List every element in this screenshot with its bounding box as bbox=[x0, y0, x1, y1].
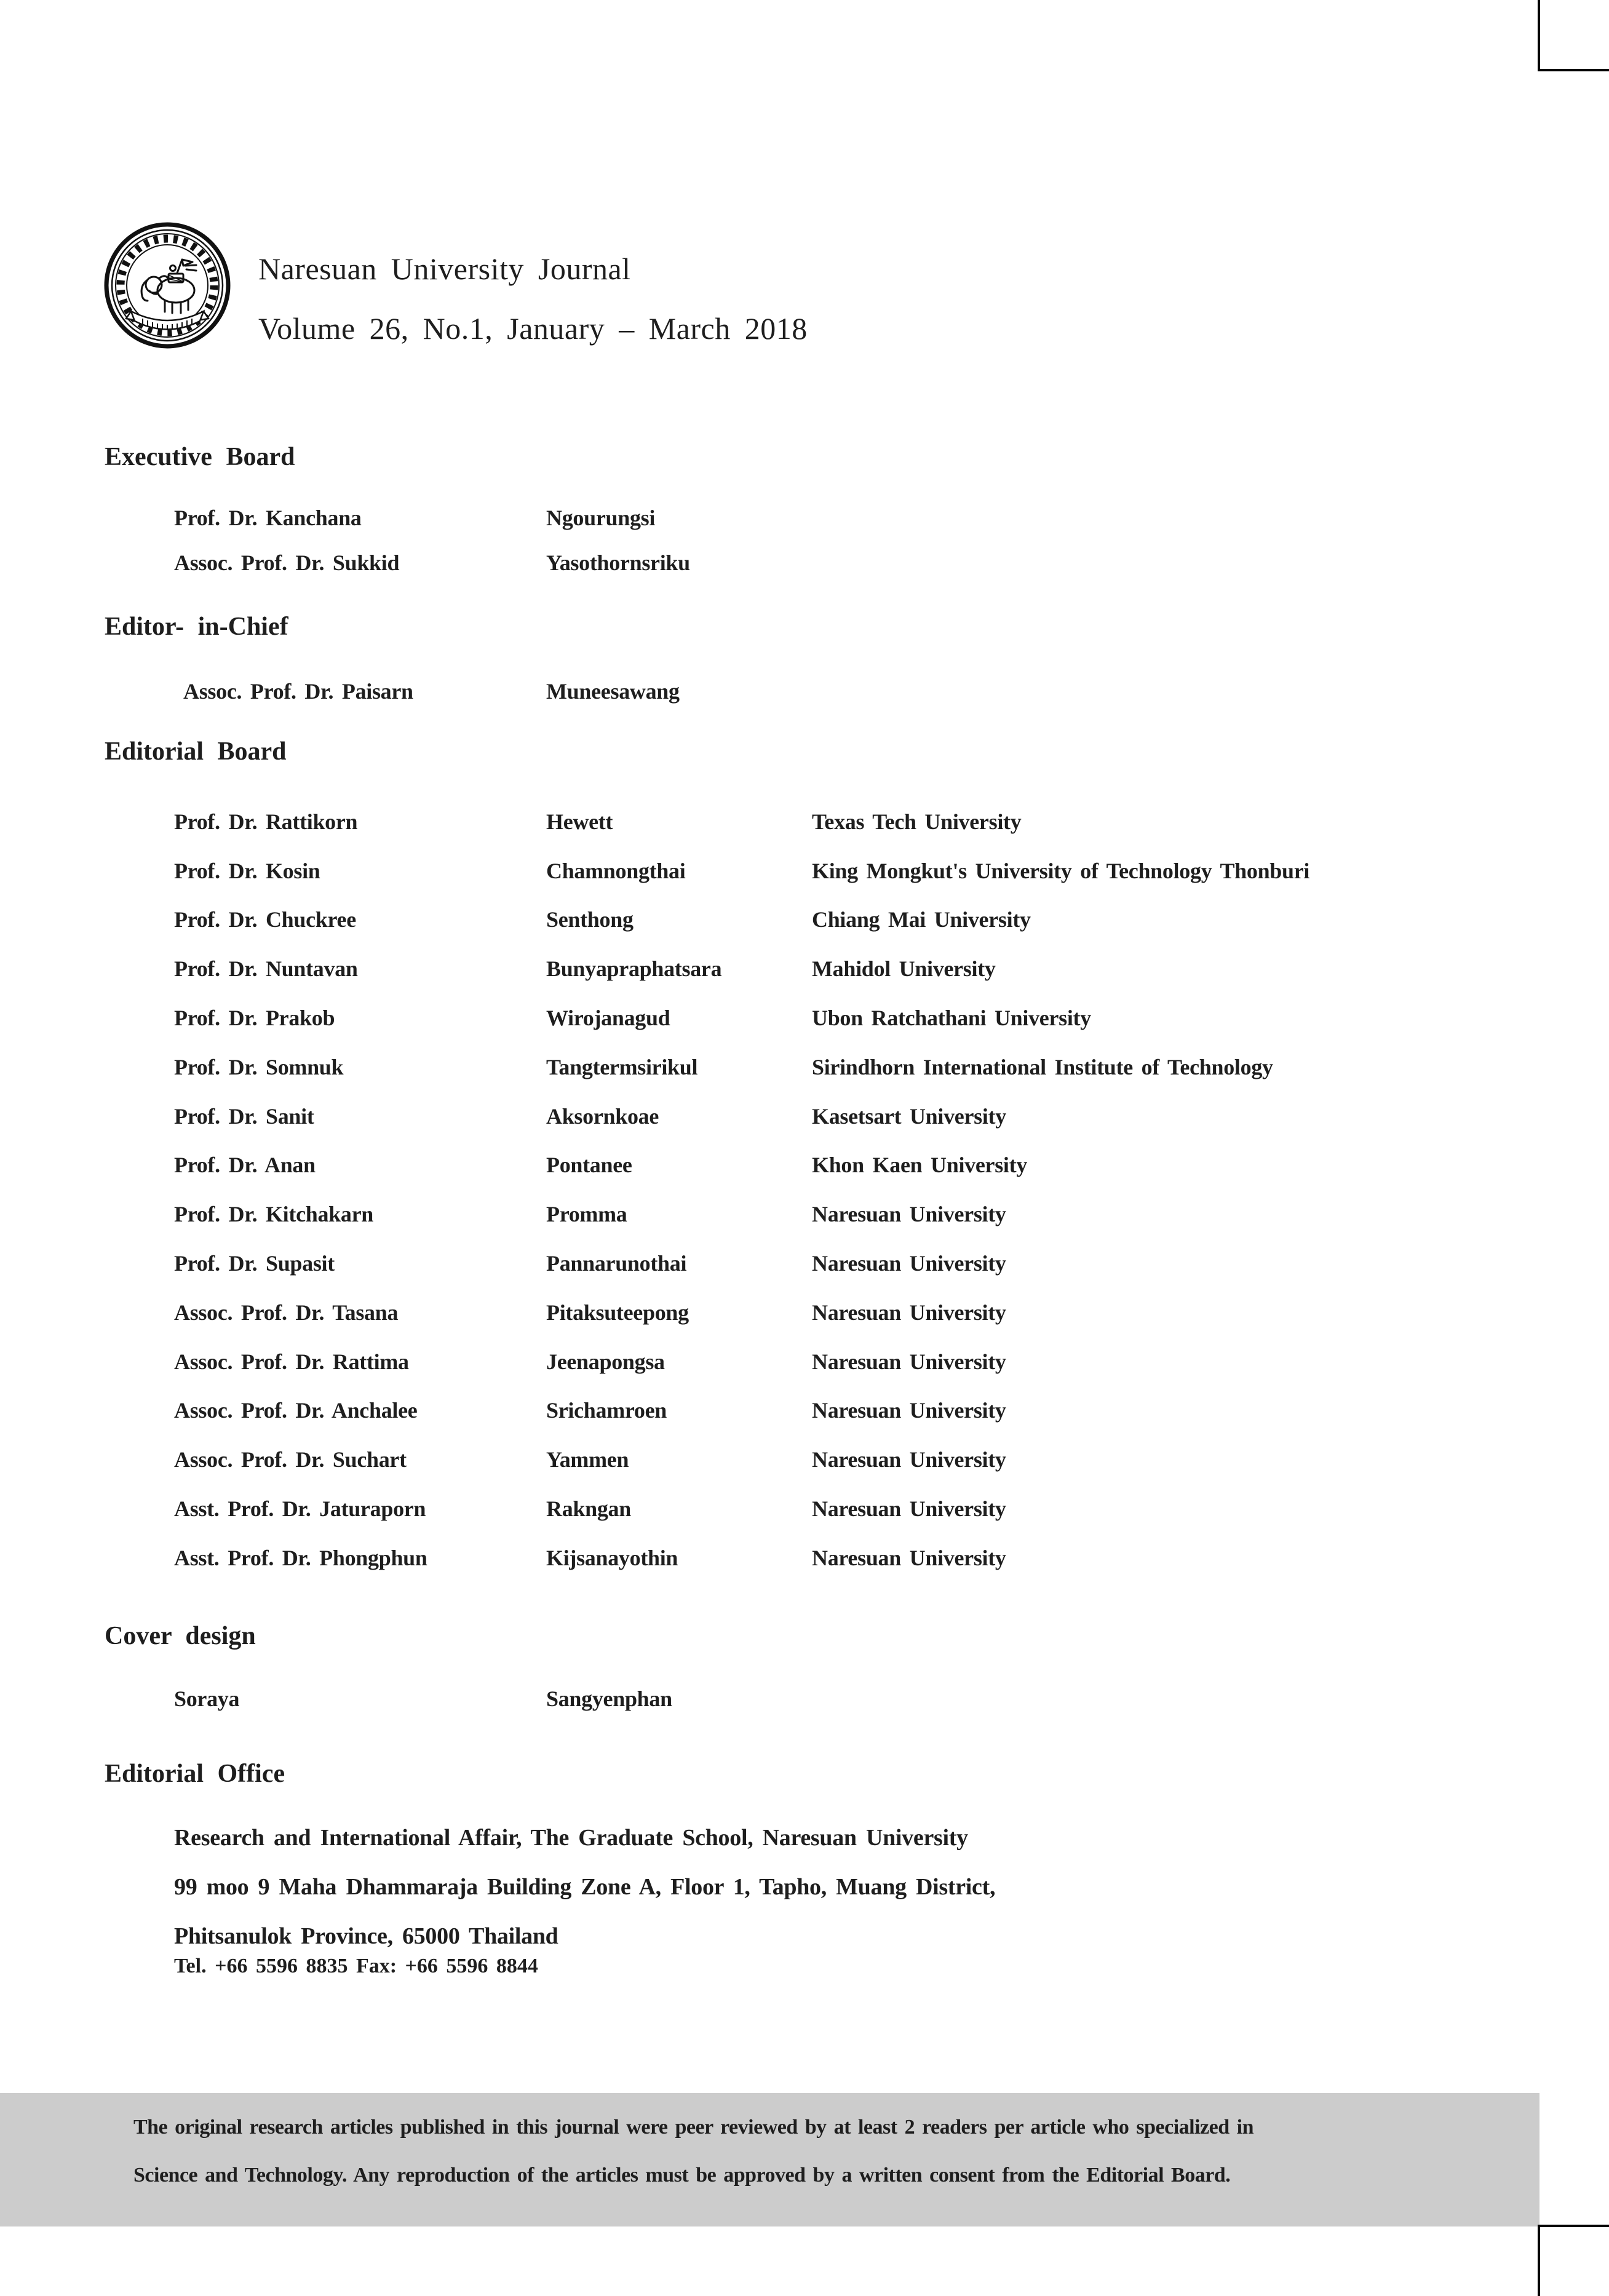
member-name: Prof. Dr. Rattikorn bbox=[174, 809, 358, 834]
member-surname: Srichamroen bbox=[546, 1398, 667, 1423]
member-affiliation: Naresuan University bbox=[812, 1447, 1006, 1472]
member-surname: Aksornkoae bbox=[546, 1103, 659, 1129]
member-surname: Pannarunothai bbox=[546, 1251, 687, 1276]
member-surname: Tangtermsirikul bbox=[546, 1054, 698, 1079]
board-member-row bbox=[0, 1533, 1550, 1583]
member-surname: Rakngan bbox=[546, 1496, 631, 1522]
member-name: Asst. Prof. Dr. Phongphun bbox=[174, 1545, 427, 1570]
member-affiliation: Khon Kaen University bbox=[812, 1153, 1028, 1178]
board-member-row bbox=[0, 1190, 1550, 1239]
address-line-text: Phitsanulok Province, 65000 Thailand bbox=[174, 1923, 558, 1949]
editorial-board-heading: Editorial Board bbox=[105, 737, 287, 766]
member-name: Prof. Dr. Kanchana bbox=[174, 505, 362, 530]
cover-design-list bbox=[0, 1676, 1550, 1721]
registration-corner-top-right bbox=[1538, 0, 1609, 71]
member-affiliation: Naresuan University bbox=[812, 1398, 1006, 1423]
seal-ribbon bbox=[126, 311, 209, 330]
registration-corner-bottom-right bbox=[1538, 2225, 1609, 2296]
board-member-row bbox=[0, 1435, 1550, 1484]
board-member-row bbox=[0, 1239, 1550, 1288]
member-surname: Wirojanagud bbox=[546, 1006, 670, 1031]
board-member-row bbox=[0, 1484, 1550, 1533]
member-name: Prof. Dr. Anan bbox=[174, 1153, 316, 1178]
notice-line-text: Science and Technology. Any reproduction of the articles must be approved by a written consent from the Editorial Board. bbox=[133, 2164, 1231, 2187]
member-name: Asst. Prof. Dr. Jaturaporn bbox=[174, 1496, 426, 1522]
board-member-row bbox=[0, 540, 1550, 585]
editorial-board-list bbox=[0, 797, 1550, 1583]
naresuan-university-seal-icon bbox=[103, 221, 231, 349]
member-affiliation: Kasetsart University bbox=[812, 1103, 1006, 1129]
editorial-office-heading: Editorial Office bbox=[105, 1760, 285, 1788]
member-name: Assoc. Prof. Dr. Rattima bbox=[174, 1349, 409, 1374]
member-name: Prof. Dr. Somnuk bbox=[174, 1054, 344, 1079]
board-member-row bbox=[0, 993, 1550, 1043]
member-name: Assoc. Prof. Dr. Anchalee bbox=[174, 1398, 418, 1423]
journal-title: Naresuan University Journal bbox=[258, 252, 631, 286]
board-member-row bbox=[0, 1676, 1550, 1721]
member-affiliation: Ubon Ratchathani University bbox=[812, 1006, 1091, 1031]
member-surname: Ngourungsi bbox=[546, 505, 656, 530]
member-surname: Jeenapongsa bbox=[546, 1349, 665, 1374]
member-name: Assoc. Prof. Dr. Suchart bbox=[174, 1447, 407, 1472]
member-surname: Muneesawang bbox=[546, 678, 680, 704]
member-affiliation: Mahidol University bbox=[812, 956, 996, 982]
peer-review-notice bbox=[0, 2093, 1539, 2226]
member-name: Prof. Dr. Supasit bbox=[174, 1251, 335, 1276]
editor-in-chief-heading: Editor- in-Chief bbox=[105, 613, 288, 641]
member-surname: Chamnongthai bbox=[546, 858, 686, 883]
board-member-row bbox=[0, 1043, 1550, 1092]
member-surname: Yasothornsriku bbox=[546, 550, 690, 575]
member-name: Prof. Dr. Kosin bbox=[174, 858, 320, 883]
board-member-row bbox=[0, 846, 1550, 896]
address-line bbox=[0, 1813, 1550, 1862]
member-surname: Sangyenphan bbox=[546, 1686, 672, 1711]
editorial-office-address bbox=[0, 1813, 1550, 1961]
notice-line bbox=[133, 2103, 1539, 2151]
journal-issue: Volume 26, No.1, January – March 2018 bbox=[258, 311, 808, 346]
member-surname: Pitaksuteepong bbox=[546, 1300, 689, 1325]
notice-line-text: The original research articles published in this journal were peer reviewed by at least 2 readers per article who specialized in bbox=[133, 2116, 1253, 2139]
board-member-row bbox=[0, 495, 1550, 540]
member-surname: Promma bbox=[546, 1202, 627, 1227]
member-surname: Senthong bbox=[546, 907, 634, 932]
elephant-glyph bbox=[141, 260, 196, 313]
seal-thai-text bbox=[103, 352, 104, 353]
member-name: Soraya bbox=[174, 1686, 240, 1711]
member-name: Prof. Dr. Sanit bbox=[174, 1103, 314, 1129]
member-name: Prof. Dr. Chuckree bbox=[174, 907, 356, 932]
member-name: Prof. Dr. Kitchakarn bbox=[174, 1202, 373, 1227]
address-line bbox=[0, 1862, 1550, 1912]
member-affiliation: Naresuan University bbox=[812, 1545, 1006, 1570]
contact-phone-fax: Tel. +66 5596 8835 Fax: +66 5596 8844 bbox=[174, 1955, 538, 1977]
member-affiliation: Sirindhorn International Institute of Technology bbox=[812, 1054, 1273, 1079]
member-affiliation: Naresuan University bbox=[812, 1300, 1006, 1325]
member-surname: Bunyapraphatsara bbox=[546, 956, 722, 982]
member-surname: Yammen bbox=[546, 1447, 629, 1472]
member-name: Prof. Dr. Prakob bbox=[174, 1006, 335, 1031]
board-member-row bbox=[0, 1141, 1550, 1190]
member-affiliation: King Mongkut's University of Technology Thonburi bbox=[812, 858, 1310, 883]
member-name: Assoc. Prof. Dr. Sukkid bbox=[174, 550, 400, 575]
board-member-row bbox=[0, 1288, 1550, 1337]
notice-line bbox=[133, 2151, 1539, 2199]
member-surname: Pontanee bbox=[546, 1153, 632, 1178]
board-member-row bbox=[0, 1337, 1550, 1386]
executive-board-list bbox=[0, 495, 1550, 585]
member-surname: Kijsanayothin bbox=[546, 1545, 678, 1570]
member-affiliation: Naresuan University bbox=[812, 1251, 1006, 1276]
member-affiliation: Texas Tech University bbox=[812, 809, 1022, 834]
board-member-row bbox=[0, 896, 1550, 945]
board-member-row bbox=[0, 797, 1550, 846]
member-name: Assoc. Prof. Dr. Tasana bbox=[174, 1300, 399, 1325]
member-name: Assoc. Prof. Dr. Paisarn bbox=[183, 678, 413, 704]
address-line-text: Research and International Affair, The Graduate School, Naresuan University bbox=[174, 1825, 968, 1851]
board-member-row bbox=[0, 1092, 1550, 1141]
member-affiliation: Naresuan University bbox=[812, 1496, 1006, 1522]
editor-in-chief-list bbox=[0, 669, 1550, 713]
member-affiliation: Chiang Mai University bbox=[812, 907, 1031, 932]
cover-design-heading: Cover design bbox=[105, 1622, 256, 1650]
member-affiliation: Naresuan University bbox=[812, 1202, 1006, 1227]
board-member-row bbox=[0, 944, 1550, 993]
board-member-row bbox=[0, 1386, 1550, 1436]
seal-artwork bbox=[103, 221, 231, 349]
member-name: Prof. Dr. Nuntavan bbox=[174, 956, 358, 982]
address-line-text: 99 moo 9 Maha Dhammaraja Building Zone A, Floor 1, Tapho, Muang District, bbox=[174, 1874, 996, 1900]
member-surname: Hewett bbox=[546, 809, 613, 834]
executive-board-heading: Executive Board bbox=[105, 443, 295, 471]
board-member-row bbox=[0, 669, 1550, 713]
member-affiliation: Naresuan University bbox=[812, 1349, 1006, 1374]
